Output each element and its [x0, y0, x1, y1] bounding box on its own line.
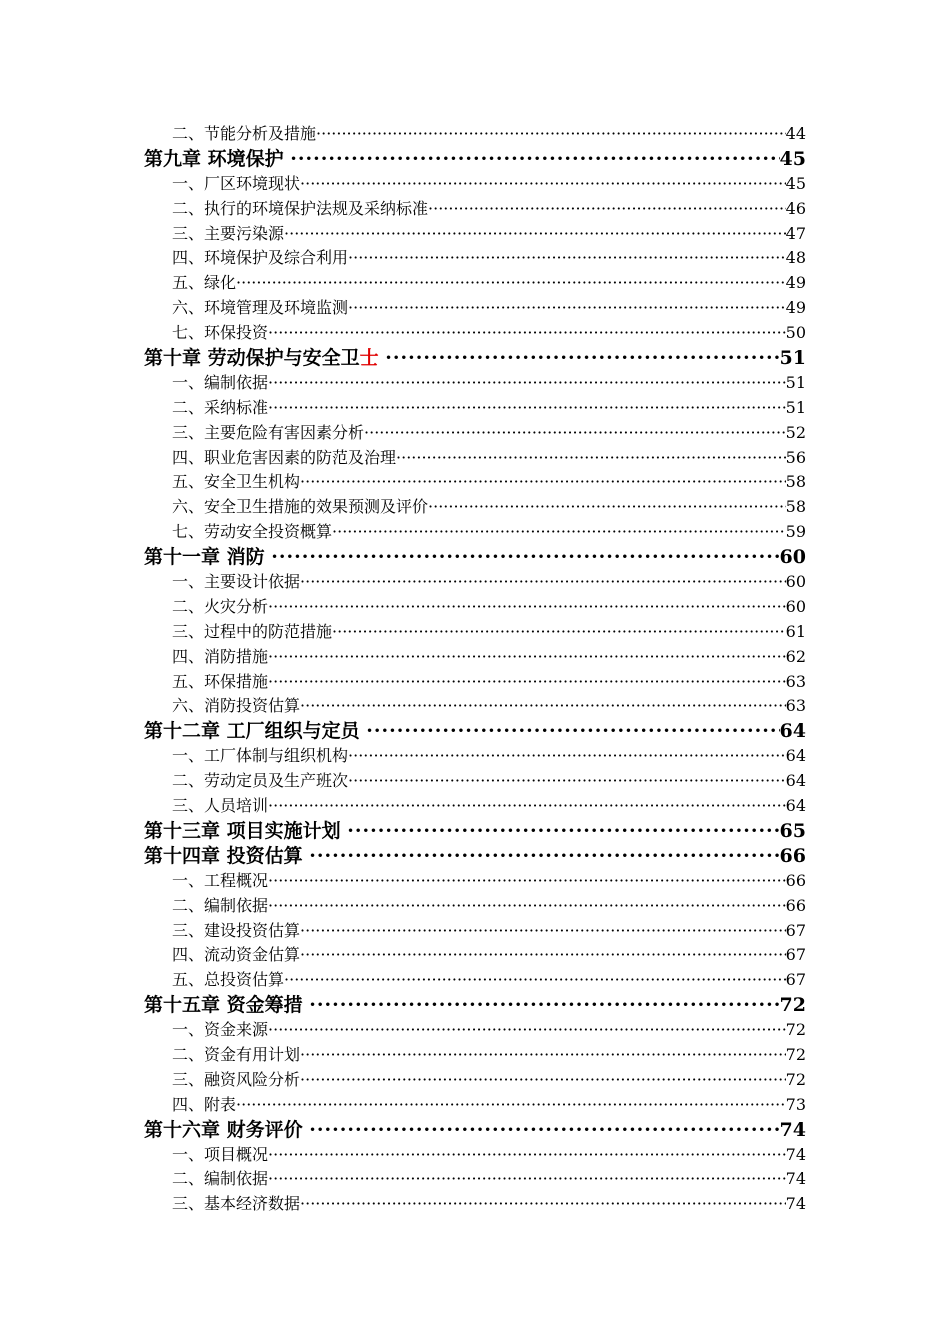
toc-entry-title: 四、流动资金估算 — [172, 945, 301, 965]
toc-entry-title: 一、工厂体制与组织机构 — [172, 746, 349, 766]
toc-entry-title: 第十二章 工厂组织与定员 — [144, 720, 360, 743]
toc-page-number: 45 — [785, 173, 806, 193]
toc-section-entry[interactable] — [144, 968, 806, 993]
toc-page-number: 67 — [785, 970, 806, 990]
toc-chapter-entry[interactable] — [144, 993, 806, 1018]
table-of-contents — [144, 122, 806, 1217]
toc-page-number: 66 — [785, 895, 806, 915]
toc-dot-leader — [268, 869, 786, 894]
toc-page-number: 74 — [785, 1194, 806, 1214]
toc-chapter-entry[interactable] — [144, 719, 806, 744]
toc-entry-title: 第九章 环境保护 — [144, 147, 284, 170]
toc-title-highlight: 士 — [359, 347, 379, 370]
toc-page-number: 52 — [785, 422, 806, 442]
toc-section-entry[interactable] — [144, 1068, 806, 1093]
toc-page-number: 50 — [785, 323, 806, 343]
toc-entry-title: 三、主要污染源 — [172, 223, 285, 243]
toc-page-number: 73 — [785, 1094, 806, 1114]
toc-entry-title: 五、绿化 — [172, 273, 237, 293]
toc-entry-title: 二、资金有用计划 — [172, 1044, 301, 1064]
toc-entry-title: 六、安全卫生措施的效果预测及评价 — [172, 497, 429, 517]
toc-section-entry[interactable] — [144, 794, 806, 819]
toc-page-number: 47 — [785, 223, 806, 243]
toc-entry-title: 二、采纳标准 — [172, 397, 269, 417]
toc-entry-title: 一、项目概况 — [172, 1144, 269, 1164]
toc-section-entry[interactable] — [144, 769, 806, 794]
toc-page-number: 58 — [785, 472, 806, 492]
toc-section-entry[interactable] — [144, 1192, 806, 1217]
toc-entry-title: 二、劳动定员及生产班次 — [172, 771, 349, 791]
toc-section-entry[interactable] — [144, 446, 806, 471]
toc-entry-title: 第十一章 消防 — [144, 546, 265, 569]
toc-dot-leader — [268, 396, 786, 421]
toc-section-entry[interactable] — [144, 1093, 806, 1118]
toc-chapter-entry[interactable] — [144, 1118, 806, 1143]
toc-entry-title: 三、过程中的防范措施 — [172, 621, 333, 641]
toc-entry-title: 五、总投资估算 — [172, 970, 285, 990]
toc-entry-title: 七、劳动安全投资概算 — [172, 522, 333, 542]
toc-entry-title: 五、安全卫生机构 — [172, 472, 301, 492]
toc-page-number: 60 — [779, 546, 806, 569]
toc-dot-leader — [300, 1043, 786, 1068]
toc-dot-leader — [300, 570, 786, 595]
toc-dot-leader — [268, 894, 786, 919]
toc-section-entry[interactable] — [144, 321, 806, 346]
toc-entry-title: 第十章 劳动保护与安全卫士 — [144, 347, 379, 370]
toc-page-number: 56 — [785, 447, 806, 467]
toc-page-number: 66 — [779, 844, 806, 867]
toc-section-entry[interactable] — [144, 694, 806, 719]
toc-dot-leader — [268, 670, 786, 695]
toc-dot-leader — [348, 769, 786, 794]
toc-dot-leader — [300, 172, 786, 197]
toc-chapter-entry[interactable] — [144, 819, 806, 844]
toc-dot-leader — [332, 520, 786, 545]
toc-page-number: 74 — [779, 1118, 806, 1141]
toc-dot-leader — [268, 371, 786, 396]
toc-dot-leader — [316, 122, 786, 147]
toc-entry-title: 三、建设投资估算 — [172, 920, 301, 940]
toc-dot-leader — [347, 819, 779, 844]
toc-section-entry[interactable] — [144, 371, 806, 396]
toc-entry-title: 四、消防措施 — [172, 646, 269, 666]
toc-dot-leader — [268, 794, 786, 819]
toc-section-entry[interactable] — [144, 470, 806, 495]
toc-entry-title: 七、环保投资 — [172, 323, 269, 343]
toc-dot-leader — [396, 446, 786, 471]
toc-section-entry[interactable] — [144, 744, 806, 769]
toc-page-number: 60 — [785, 572, 806, 592]
toc-entry-title: 六、环境管理及环境监测 — [172, 298, 349, 318]
toc-entry-title: 第十五章 资金筹措 — [144, 994, 303, 1017]
toc-dot-leader — [284, 222, 786, 247]
toc-dot-leader — [236, 271, 786, 296]
toc-page-number: 72 — [779, 994, 806, 1017]
toc-dot-leader — [300, 1068, 786, 1093]
toc-dot-leader — [300, 470, 786, 495]
toc-page-number: 63 — [785, 696, 806, 716]
toc-entry-title: 一、编制依据 — [172, 372, 269, 392]
toc-section-entry[interactable] — [144, 943, 806, 968]
toc-page-number: 72 — [785, 1020, 806, 1040]
toc-entry-title: 一、资金来源 — [172, 1020, 269, 1040]
toc-dot-leader — [366, 719, 779, 744]
toc-page-number: 74 — [785, 1169, 806, 1189]
toc-dot-leader — [309, 1118, 779, 1143]
toc-section-entry[interactable] — [144, 869, 806, 894]
toc-section-entry[interactable] — [144, 645, 806, 670]
toc-page-number: 59 — [785, 522, 806, 542]
toc-dot-leader — [300, 694, 786, 719]
toc-section-entry[interactable] — [144, 271, 806, 296]
toc-dot-leader — [268, 1167, 786, 1192]
toc-entry-title: 二、火灾分析 — [172, 596, 269, 616]
toc-section-entry[interactable] — [144, 197, 806, 222]
toc-dot-leader — [309, 844, 779, 869]
toc-dot-leader — [271, 545, 779, 570]
toc-section-entry[interactable] — [144, 495, 806, 520]
toc-page-number: 64 — [779, 720, 806, 743]
toc-section-entry[interactable] — [144, 570, 806, 595]
toc-dot-leader — [284, 968, 786, 993]
toc-page-number: 60 — [785, 596, 806, 616]
toc-page-number: 58 — [785, 497, 806, 517]
toc-entry-title: 二、执行的环境保护法规及采纳标准 — [172, 198, 429, 218]
toc-section-entry[interactable] — [144, 1143, 806, 1168]
toc-entry-title: 二、节能分析及措施 — [172, 124, 317, 143]
toc-entry-title: 第十三章 项目实施计划 — [144, 819, 341, 842]
toc-dot-leader — [300, 919, 786, 944]
toc-chapter-entry[interactable] — [144, 844, 806, 869]
toc-page-number: 67 — [785, 920, 806, 940]
toc-page-number: 51 — [785, 372, 806, 392]
toc-dot-leader — [268, 1143, 786, 1168]
toc-page-number: 45 — [779, 147, 806, 170]
toc-page-number: 65 — [779, 819, 806, 842]
toc-entry-title: 二、编制依据 — [172, 895, 269, 915]
toc-entry-title: 第十六章 财务评价 — [144, 1118, 303, 1141]
toc-page-number: 51 — [785, 397, 806, 417]
toc-dot-leader — [300, 1192, 786, 1217]
toc-dot-leader — [348, 296, 786, 321]
toc-section-entry[interactable] — [144, 1043, 806, 1068]
toc-page-number: 74 — [785, 1144, 806, 1164]
toc-page-number: 66 — [785, 870, 806, 890]
toc-dot-leader — [268, 1018, 786, 1043]
toc-page-number: 63 — [785, 671, 806, 691]
toc-dot-leader — [268, 595, 786, 620]
toc-entry-title: 四、附表 — [172, 1094, 237, 1114]
toc-entry-title: 三、主要危险有害因素分析 — [172, 422, 365, 442]
toc-dot-leader — [268, 321, 786, 346]
toc-entry-title: 第十四章 投资估算 — [144, 844, 303, 867]
toc-section-entry[interactable] — [144, 620, 806, 645]
toc-section-entry[interactable] — [144, 122, 806, 147]
toc-page-number: 49 — [785, 273, 806, 293]
toc-entry-title: 二、编制依据 — [172, 1169, 269, 1189]
toc-page-number: 64 — [785, 771, 806, 791]
toc-entry-title: 三、融资风险分析 — [172, 1069, 301, 1089]
toc-page-number: 46 — [785, 198, 806, 218]
toc-dot-leader — [236, 1093, 786, 1118]
toc-chapter-entry[interactable] — [144, 545, 806, 570]
toc-section-entry[interactable] — [144, 421, 806, 446]
toc-page-number: 49 — [785, 298, 806, 318]
toc-page-number: 44 — [785, 124, 806, 143]
toc-section-entry[interactable] — [144, 919, 806, 944]
toc-page-number: 72 — [785, 1069, 806, 1089]
toc-dot-leader — [290, 147, 779, 172]
toc-entry-title: 一、厂区环境现状 — [172, 173, 301, 193]
toc-section-entry[interactable] — [144, 894, 806, 919]
toc-section-entry[interactable] — [144, 396, 806, 421]
toc-dot-leader — [348, 744, 786, 769]
toc-entry-title: 三、人员培训 — [172, 796, 269, 816]
toc-page-number: 61 — [785, 621, 806, 641]
toc-entry-title: 一、工程概况 — [172, 870, 269, 890]
toc-entry-title: 四、环境保护及综合利用 — [172, 248, 349, 268]
toc-page-number: 64 — [785, 746, 806, 766]
toc-chapter-entry[interactable] — [144, 147, 806, 172]
toc-page-number: 67 — [785, 945, 806, 965]
toc-entry-title: 一、主要设计依据 — [172, 572, 301, 592]
toc-section-entry[interactable] — [144, 222, 806, 247]
toc-section-entry[interactable] — [144, 595, 806, 620]
toc-section-entry[interactable] — [144, 1018, 806, 1043]
toc-page-number: 51 — [779, 347, 806, 370]
toc-dot-leader — [300, 943, 786, 968]
toc-dot-leader — [348, 246, 786, 271]
toc-page-number: 48 — [785, 248, 806, 268]
toc-section-entry[interactable] — [144, 520, 806, 545]
toc-dot-leader — [309, 993, 779, 1018]
toc-page-number: 62 — [785, 646, 806, 666]
toc-section-entry[interactable] — [144, 1167, 806, 1192]
toc-entry-title: 五、环保措施 — [172, 671, 269, 691]
toc-dot-leader — [428, 495, 786, 520]
toc-section-entry[interactable] — [144, 172, 806, 197]
toc-section-entry[interactable] — [144, 296, 806, 321]
toc-page-number: 64 — [785, 796, 806, 816]
toc-entry-title: 四、职业危害因素的防范及治理 — [172, 447, 397, 467]
toc-entry-title: 六、消防投资估算 — [172, 696, 301, 716]
toc-entry-title: 三、基本经济数据 — [172, 1194, 301, 1214]
toc-dot-leader — [268, 645, 786, 670]
toc-chapter-entry[interactable] — [144, 346, 806, 371]
toc-dot-leader — [332, 620, 786, 645]
toc-dot-leader — [428, 197, 786, 222]
toc-section-entry[interactable] — [144, 670, 806, 695]
toc-section-entry[interactable] — [144, 246, 806, 271]
toc-dot-leader — [364, 421, 786, 446]
toc-dot-leader — [385, 346, 779, 371]
toc-page-number: 72 — [785, 1044, 806, 1064]
